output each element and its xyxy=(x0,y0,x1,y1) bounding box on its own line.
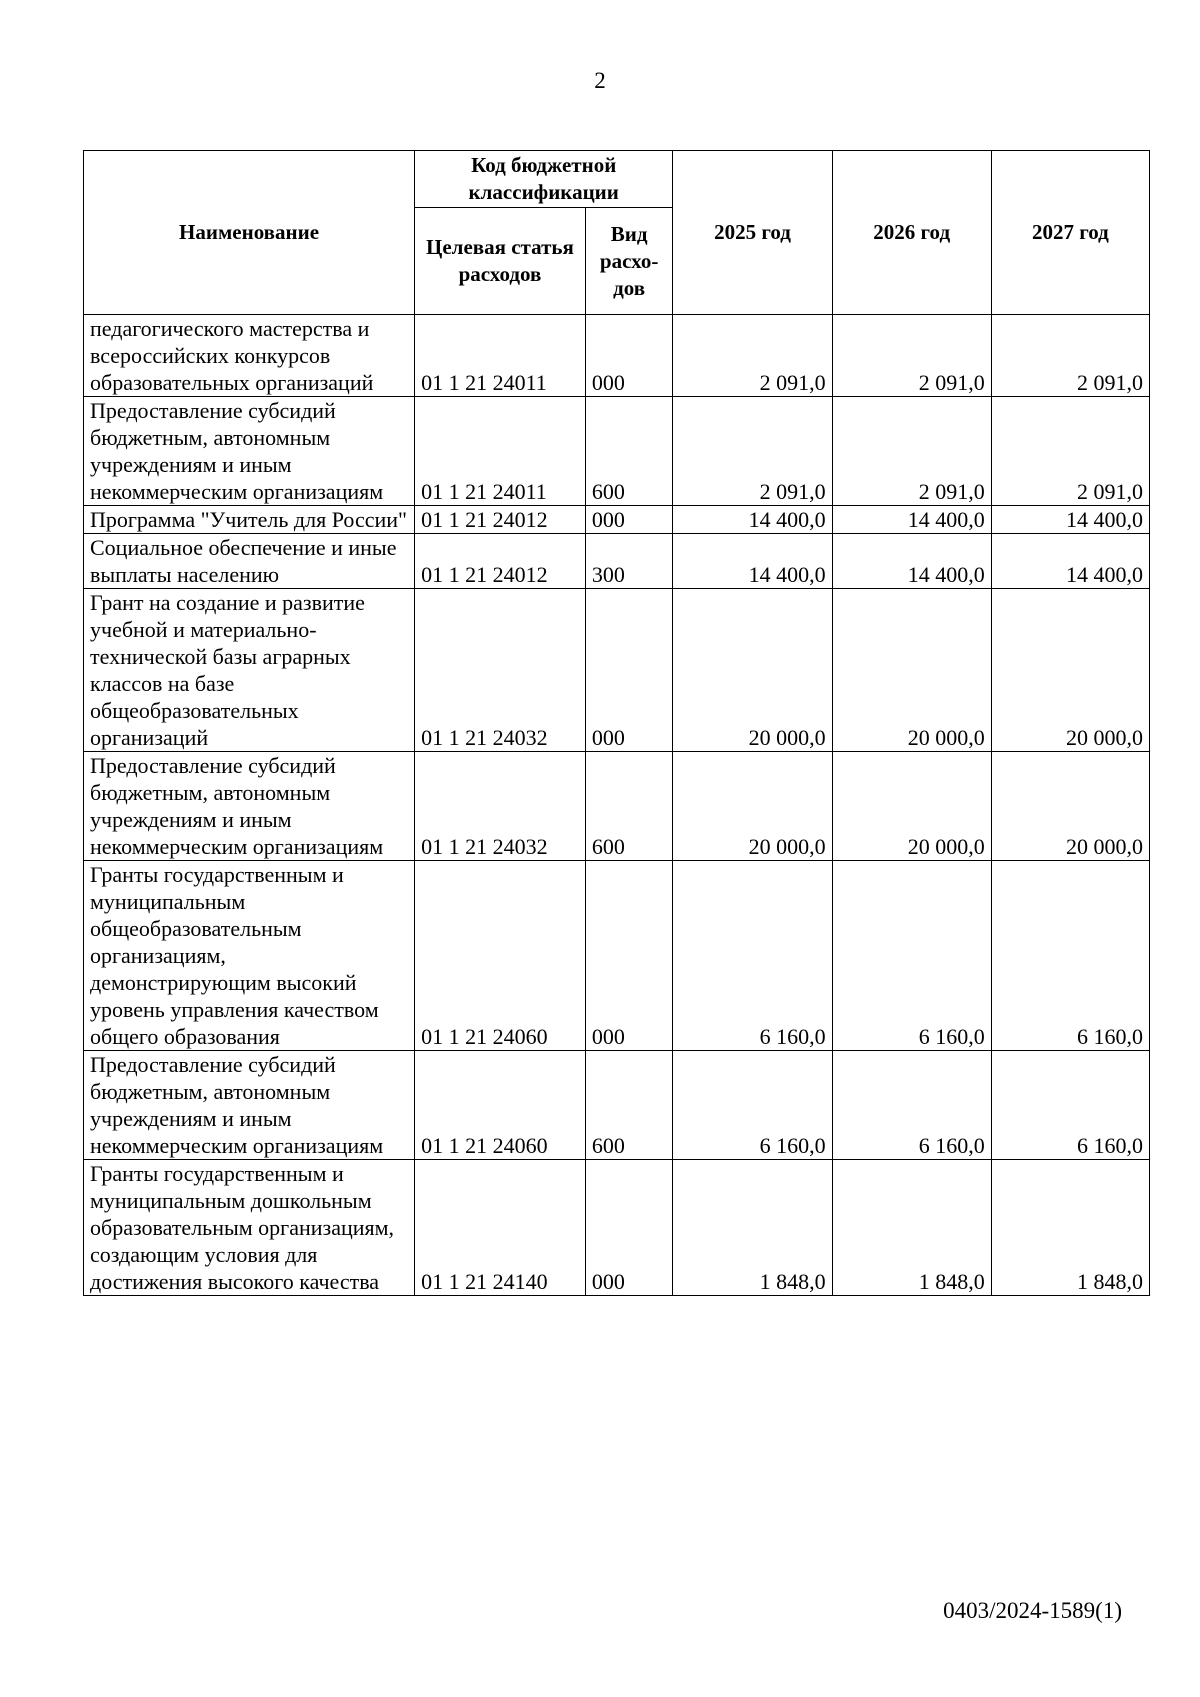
header-2026: 2026 год xyxy=(832,151,991,315)
row-expense-kind-cell: 300 xyxy=(585,534,673,589)
row-name-cell: Предоставление субсидий бюджетным, автономным учреждениям и иным некоммерческим организациям xyxy=(84,397,415,506)
row-expense-kind-cell: 600 xyxy=(585,397,673,506)
row-2026-value-cell: 20 000,0 xyxy=(832,752,991,861)
table-row xyxy=(84,534,1150,589)
row-2027-value-cell: 2 091,0 xyxy=(991,397,1149,506)
row-2025-value-cell: 2 091,0 xyxy=(673,315,832,397)
row-expense-kind-cell: 000 xyxy=(585,315,673,397)
row-target-article-cell: 01 1 21 24011 xyxy=(415,315,586,397)
row-expense-kind-cell: 000 xyxy=(585,861,673,1051)
header-expense-kind: Вид расхо-дов xyxy=(585,208,673,315)
table-row xyxy=(84,861,1150,1051)
row-2027-value-cell: 6 160,0 xyxy=(991,1051,1149,1160)
row-2025-value-cell: 14 400,0 xyxy=(673,534,832,589)
row-2027-value-cell: 20 000,0 xyxy=(991,589,1149,752)
table-header xyxy=(84,151,1150,315)
row-2026-value-cell: 6 160,0 xyxy=(832,861,991,1051)
row-target-article-cell: 01 1 21 24060 xyxy=(415,1051,586,1160)
row-name-cell: Предоставление субсидий бюджетным, автономным учреждениям и иным некоммерческим организациям xyxy=(84,752,415,861)
table-row xyxy=(84,315,1150,397)
row-name-cell: Гранты государственным и муниципальным общеобразовательным организациям, демонстрирующим высокий уровень управления качеством общего образования xyxy=(84,861,415,1051)
row-2026-value-cell: 6 160,0 xyxy=(832,1051,991,1160)
row-expense-kind-cell: 000 xyxy=(585,1160,673,1296)
header-2025: 2025 год xyxy=(673,151,832,315)
header-code-group: Код бюджетной классификации xyxy=(415,151,673,208)
table-row xyxy=(84,752,1150,861)
table-row xyxy=(84,397,1150,506)
row-2025-value-cell: 2 091,0 xyxy=(673,397,832,506)
row-2027-value-cell: 14 400,0 xyxy=(991,506,1149,534)
row-2027-value-cell: 2 091,0 xyxy=(991,315,1149,397)
header-2027: 2027 год xyxy=(991,151,1149,315)
budget-table xyxy=(83,150,1150,1296)
row-expense-kind-cell: 600 xyxy=(585,752,673,861)
row-2025-value-cell: 20 000,0 xyxy=(673,752,832,861)
document-code: 0403/2024-1589(1) xyxy=(943,1598,1122,1623)
row-2025-value-cell: 1 848,0 xyxy=(673,1160,832,1296)
row-name-cell: Гранты государственным и муниципальным дошкольным образовательным организациям, создающим условия для достижения высокого качества xyxy=(84,1160,415,1296)
row-2027-value-cell: 1 848,0 xyxy=(991,1160,1149,1296)
row-2025-value-cell: 6 160,0 xyxy=(673,861,832,1051)
table-row xyxy=(84,506,1150,534)
row-2026-value-cell: 14 400,0 xyxy=(832,506,991,534)
row-2026-value-cell: 1 848,0 xyxy=(832,1160,991,1296)
row-target-article-cell: 01 1 21 24060 xyxy=(415,861,586,1051)
row-2027-value-cell: 20 000,0 xyxy=(991,752,1149,861)
row-name-cell: Предоставление субсидий бюджетным, автономным учреждениям и иным некоммерческим организациям xyxy=(84,1051,415,1160)
row-2026-value-cell: 2 091,0 xyxy=(832,397,991,506)
table-row xyxy=(84,1051,1150,1160)
row-target-article-cell: 01 1 21 24032 xyxy=(415,752,586,861)
table-row xyxy=(84,1160,1150,1296)
row-target-article-cell: 01 1 21 24032 xyxy=(415,589,586,752)
row-2025-value-cell: 6 160,0 xyxy=(673,1051,832,1160)
row-2025-value-cell: 14 400,0 xyxy=(673,506,832,534)
row-2027-value-cell: 14 400,0 xyxy=(991,534,1149,589)
row-target-article-cell: 01 1 21 24140 xyxy=(415,1160,586,1296)
row-name-cell: Программа "Учитель для России" xyxy=(84,506,415,534)
header-target-article: Целевая статья расходов xyxy=(415,208,586,315)
row-name-cell: Социальное обеспечение и иные выплаты населению xyxy=(84,534,415,589)
row-2027-value-cell: 6 160,0 xyxy=(991,861,1149,1051)
row-target-article-cell: 01 1 21 24012 xyxy=(415,534,586,589)
page-number: 2 xyxy=(594,68,606,93)
row-2026-value-cell: 2 091,0 xyxy=(832,315,991,397)
table-row xyxy=(84,589,1150,752)
row-target-article-cell: 01 1 21 24012 xyxy=(415,506,586,534)
table-body xyxy=(84,315,1150,1296)
row-target-article-cell: 01 1 21 24011 xyxy=(415,397,586,506)
row-expense-kind-cell: 000 xyxy=(585,506,673,534)
header-name: Наименование xyxy=(84,151,415,315)
row-2026-value-cell: 20 000,0 xyxy=(832,589,991,752)
row-name-cell: Грант на создание и развитие учебной и материально-технической базы аграрных классов на базе общеобразовательных организаций xyxy=(84,589,415,752)
row-2026-value-cell: 14 400,0 xyxy=(832,534,991,589)
row-expense-kind-cell: 000 xyxy=(585,589,673,752)
row-name-cell: педагогического мастерства и всероссийских конкурсов образовательных организаций xyxy=(84,315,415,397)
row-2025-value-cell: 20 000,0 xyxy=(673,589,832,752)
row-expense-kind-cell: 600 xyxy=(585,1051,673,1160)
